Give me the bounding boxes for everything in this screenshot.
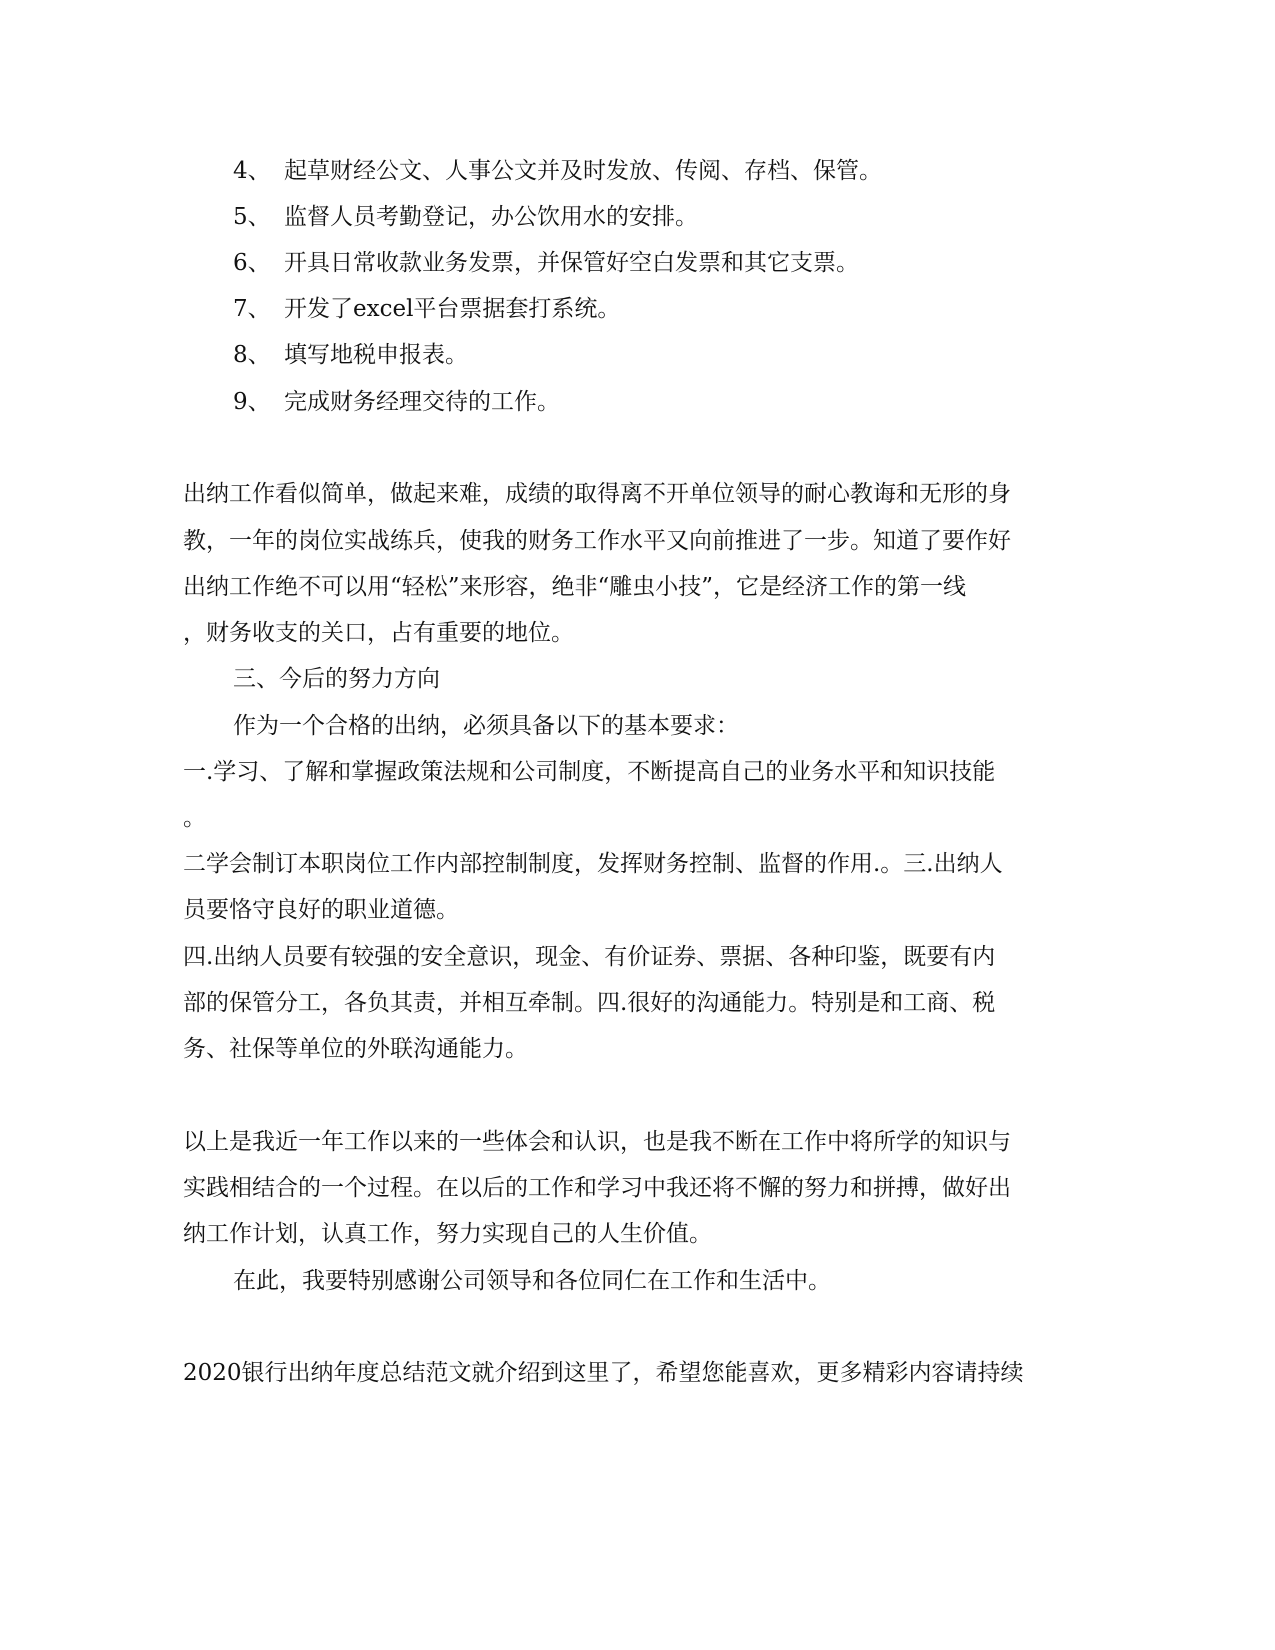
list-item-text: 填写地税申报表。 (284, 342, 468, 368)
list-item-text: 起草财经公文、人事公文并及时发放、传阅、存档、保管。 (284, 158, 882, 184)
requirement-line: 二学会制订本职岗位工作内部控制制度，发挥财务控制、监督的作用.。三.出纳人 (183, 851, 1003, 877)
list-item-text: 开具日常收款业务发票，并保管好空白发票和其它支票。 (284, 250, 859, 276)
list-item-text: 开发了excel平台票据套打系统。 (284, 296, 621, 322)
closing-line: 2020银行出纳年度总结范文就介绍到这里了，希望您能喜欢，更多精彩内容请持续 (183, 1360, 1024, 1386)
intro-line: 作为一个合格的出纳，必须具备以下的基本要求： (233, 713, 739, 739)
requirement-line: 部的保管分工，各负其责，并相互牵制。四.很好的沟通能力。特别是和工商、税 (183, 990, 996, 1016)
paragraph-line: 实践相结合的一个过程。在以后的工作和学习中我还将不懈的努力和拼搏，做好出 (183, 1175, 1011, 1201)
list-item-number: 6、 (233, 250, 271, 276)
paragraph-line: 纳工作计划，认真工作，努力实现自己的人生价值。 (183, 1221, 712, 1247)
requirement-line: 。 (183, 805, 206, 831)
paragraph-line: 教，一年的岗位实战练兵，使我的财务工作水平又向前推进了一步。知道了要作好 (183, 528, 1011, 554)
list-item-number: 9、 (233, 389, 271, 415)
list-item-text: 监督人员考勤登记，办公饮用水的安排。 (284, 204, 698, 230)
requirement-line: 一.学习、了解和掌握政策法规和公司制度，不断提高自己的业务水平和知识技能 (183, 759, 996, 785)
list-item-number: 7、 (233, 296, 271, 322)
paragraph-line: 出纳工作绝不可以用“轻松”来形容，绝非“雕虫小技”，它是经济工作的第一线 (183, 574, 967, 600)
paragraph-line: 出纳工作看似简单，做起来难，成绩的取得离不开单位领导的耐心教诲和无形的身 (183, 481, 1011, 507)
list-item-number: 5、 (233, 204, 271, 230)
section-heading: 三、今后的努力方向 (233, 666, 440, 692)
paragraph-line: ，财务收支的关口，占有重要的地位。 (183, 620, 574, 646)
paragraph-line: 以上是我近一年工作以来的一些体会和认识，也是我不断在工作中将所学的知识与 (183, 1129, 1011, 1155)
requirement-line: 员要恪守良好的职业道德。 (183, 897, 459, 923)
requirement-line: 四.出纳人员要有较强的安全意识，现金、有价证券、票据、各种印鉴，既要有内 (183, 944, 996, 970)
list-item-number: 4、 (233, 158, 271, 184)
requirement-line: 务、社保等单位的外联沟通能力。 (183, 1036, 528, 1062)
list-item-number: 8、 (233, 342, 271, 368)
thanks-line: 在此，我要特别感谢公司领导和各位同仁在工作和生活中。 (233, 1268, 831, 1294)
list-item-text: 完成财务经理交待的工作。 (284, 389, 560, 415)
